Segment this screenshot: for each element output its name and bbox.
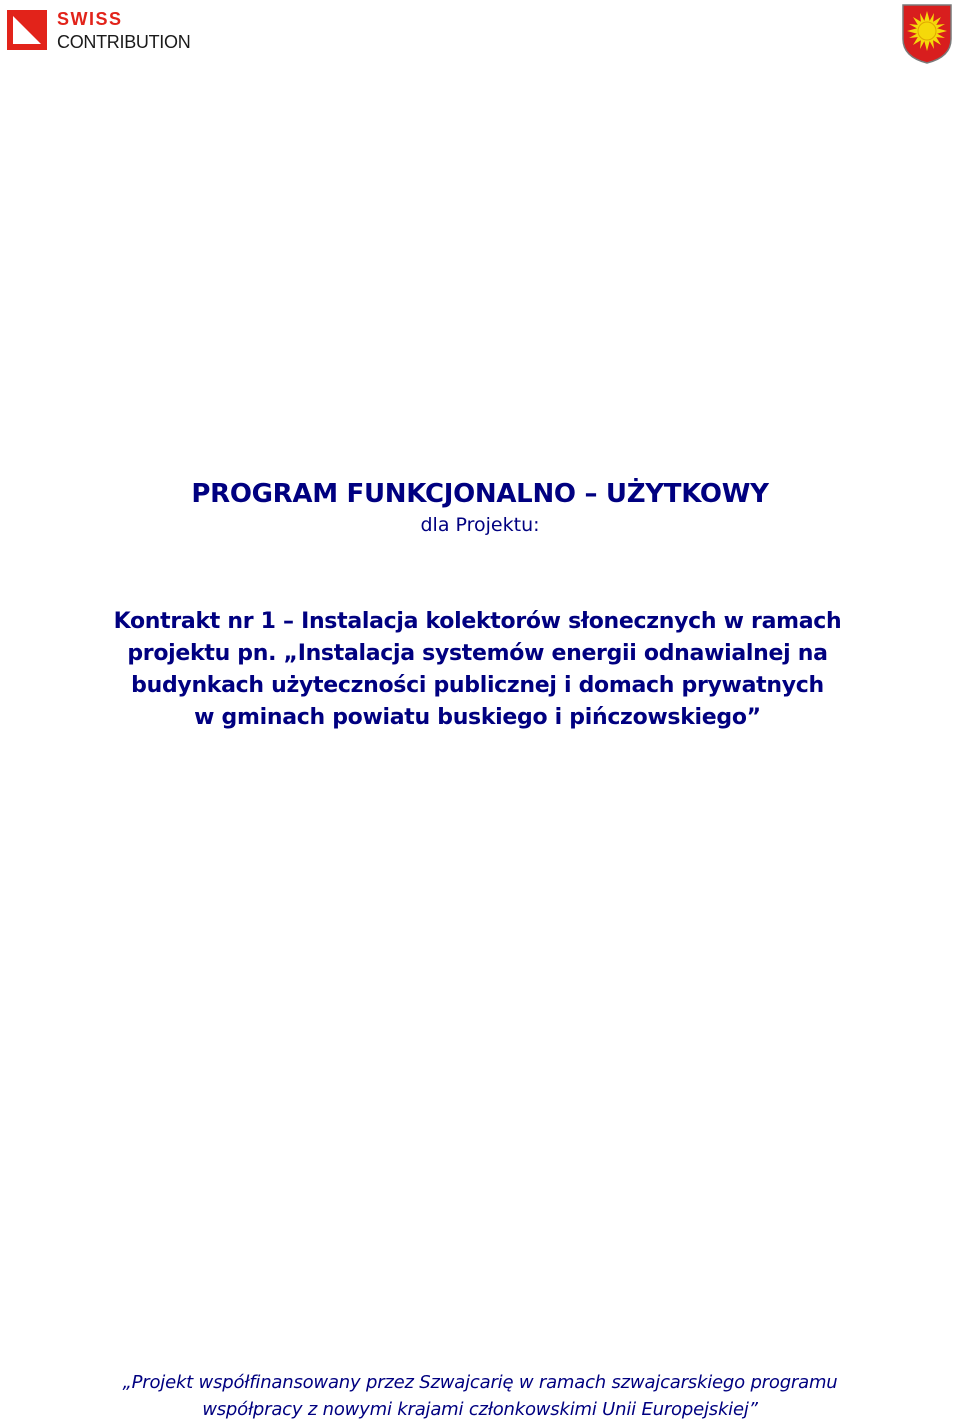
footer-line: „Projekt współfinansowany przez Szwajcarię w ramach szwajcarskiego programu (122, 1372, 838, 1393)
cofinancing-footer (0, 1369, 960, 1423)
contract-line: projektu pn. „Instalacja systemów energii odnawialnej na (127, 641, 828, 666)
swiss-contribution-flag-icon (7, 10, 47, 50)
title-block (0, 476, 960, 538)
logo-swiss-text: SWISS (57, 9, 123, 29)
contract-line: w gminach powiatu buskiego i pińczowskiego” (194, 705, 761, 730)
contract-line: Kontrakt nr 1 – Instalacja kolektorów słonecznych w ramach (113, 609, 842, 634)
contract-line: budynkach użyteczności publicznej i domach prywatnych (131, 673, 824, 698)
sun-coat-of-arms-icon (901, 3, 953, 65)
document-title: PROGRAM FUNKCJONALNO – UŻYTKOWY (191, 479, 769, 509)
logo-contribution-text: CONTRIBUTION (57, 32, 191, 52)
contract-description (40, 606, 915, 734)
swiss-contribution-logo (7, 10, 222, 52)
footer-line: współpracy z nowymi krajami członkowskimi Unii Europejskiej” (202, 1399, 758, 1420)
document-subtitle: dla Projektu: (420, 514, 540, 536)
